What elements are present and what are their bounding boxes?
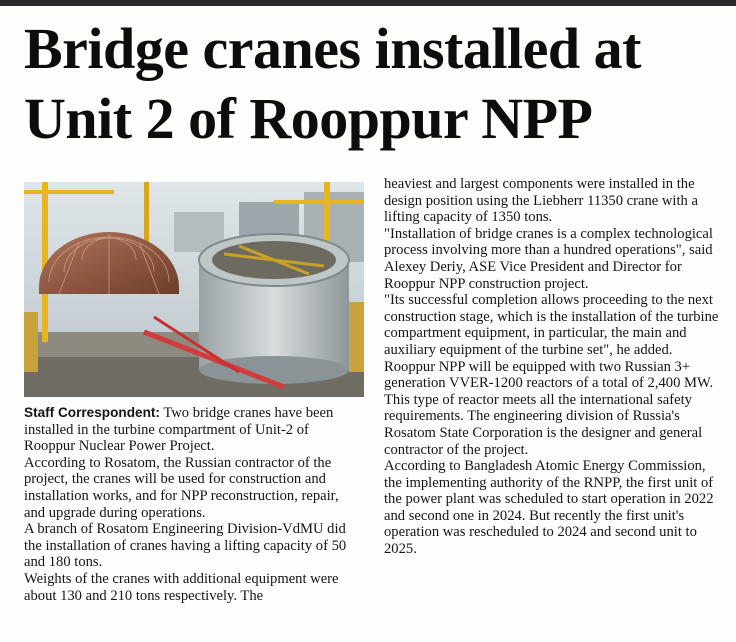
paragraph-6: "Installation of bridge cranes is a complex technological process involving more than a hundred operations", said Alexey Deriy, ASE Vice President and Director for Rooppur NPP construction project. <box>384 225 713 292</box>
paragraph-1 <box>24 405 362 455</box>
top-rule <box>0 0 736 6</box>
article-column-right <box>384 176 720 558</box>
paragraph-2: According to Rosatom, the Russian contractor of the project, the cranes will be used for construction and installation works, and for NPP reconstruction, repair, and upgrade during operations. <box>24 454 339 521</box>
byline: Staff Correspondent: <box>24 405 160 420</box>
paragraph-3: A branch of Rosatom Engineering Division-VdMU did the installation of cranes having a lifting capacity of 50 and 180 tons. <box>24 521 347 571</box>
paragraph-5: heaviest and largest components were installed in the design position using the Liebherr 11350 crane with a lifting capacity of 1350 tons. <box>384 176 698 226</box>
paragraph-9: According to Bangladesh Atomic Energy Commission, the implementing authority of the RNPP, the first unit of the power plant was scheduled to start operation in 2022 and second one in 2024. But recently the first unit's operation was rescheduled to 2024 and second unit to 2025. <box>384 458 714 558</box>
paragraph-1-text: Two bridge cranes have been installed in the turbine compartment of Unit-2 of Rooppur Nuclear Power Project. <box>24 405 334 455</box>
paragraph-4: Weights of the cranes with additional equipment were about 130 and 210 tons respectively. The <box>24 570 339 604</box>
article-column-left <box>24 405 362 604</box>
construction-photo <box>24 182 364 397</box>
headline: Bridge cranes installed at Unit 2 of Rooppur NPP <box>24 16 641 151</box>
paragraph-8: This type of reactor meets all the international safety requirements. The engineering division of Russia's Rosatom State Corporation is the designer and general contractor of the project. <box>384 391 703 458</box>
paragraph-7: "Its successful completion allows proceeding to the next construction stage, which is the installation of the turbine compartment equipment, in particular, the main and auxiliary equipment of the turbine set", he added. Rooppur NPP will be equipped with two Russian 3+ generation VVER-1200 reactors of a total of 2,400 MW. <box>384 292 719 392</box>
